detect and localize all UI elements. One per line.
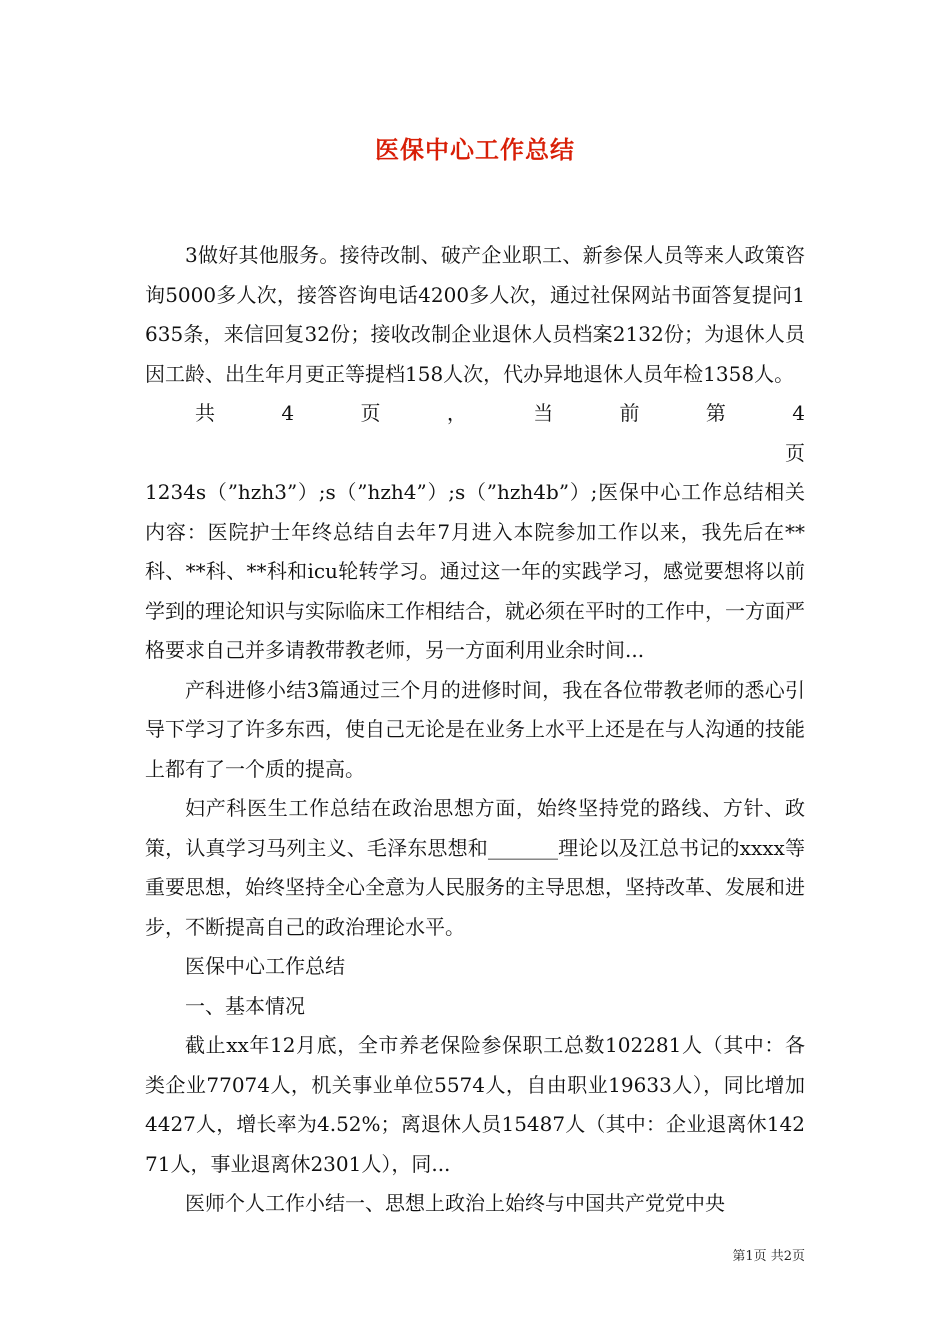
page-indicator: 第1页 共2页 [732, 1249, 805, 1264]
page-count-line: 共 4 页 ， 当 前 第 4 页 [195, 401, 835, 465]
paragraph-obstetrics-study: 产科进修小结3篇通过三个月的进修时间，我在各位带教老师的悉心引导下学习了许多东西，使自己无论是在业务上水平上还是在与人沟通的技能上都有了一个质的提高。 [145, 677, 805, 781]
paragraph-other-services: 3做好其他服务。接待改制、破产企业职工、新参保人员等来人政策咨询5000多人次，接答咨询电话4200多人次，通过社保网站书面答复提问1635条，来信回复32份；接收改制企业退休人员档案2132份；为退休人员因工龄、出生年月更正等提档158人次，代办异地退休人员年检1358人。 [145, 243, 805, 386]
section-heading-basic-info: 一、基本情况 [185, 993, 305, 1018]
paragraph-insurance-statistics: 截止xx年12月底，全市养老保险参保职工总数102281人（其中：各类企业77074人，机关事业单位5574人，自由职业19633人），同比增加4427人，增长率为4.52%；离退休人员15487人（其中：企业退离休14271人，事业退离休2301人），同... [145, 1033, 805, 1176]
document-title: 医保中心工作总结 [375, 135, 575, 164]
document-body [145, 236, 835, 1224]
paragraph-physician-summary: 医师个人工作小结一、思想上政治上始终与中国共产党党中央 [185, 1191, 725, 1215]
paragraph-related-content: 1234s（”hzh3”）;s（”hzh4”）;s（”hzh4b”）;医保中心工作总结相关内容：医院护士年终总结自去年7月进入本院参加工作以来，我先后在**科、**科、**科和icu轮转学习。通过这一年的实践学习，感觉要想将以前学到的理论知识与实际临床工作相结合，就必须在平时的工作中，一方面严格要求自己并多请教带教老师，另一方面利用业余时间... [145, 480, 805, 662]
section-heading-summary: 医保中心工作总结 [185, 954, 345, 978]
paragraph-gynecology-summary: 妇产科医生工作总结在政治思想方面，始终坚持党的路线、方针、政策，认真学习马列主义、毛泽东思想和_______理论以及江总书记的xxxx等重要思想，始终坚持全心全意为人民服务的主导思想，坚持改革、发展和进步，不断提高自己的政治理论水平。 [145, 796, 805, 939]
